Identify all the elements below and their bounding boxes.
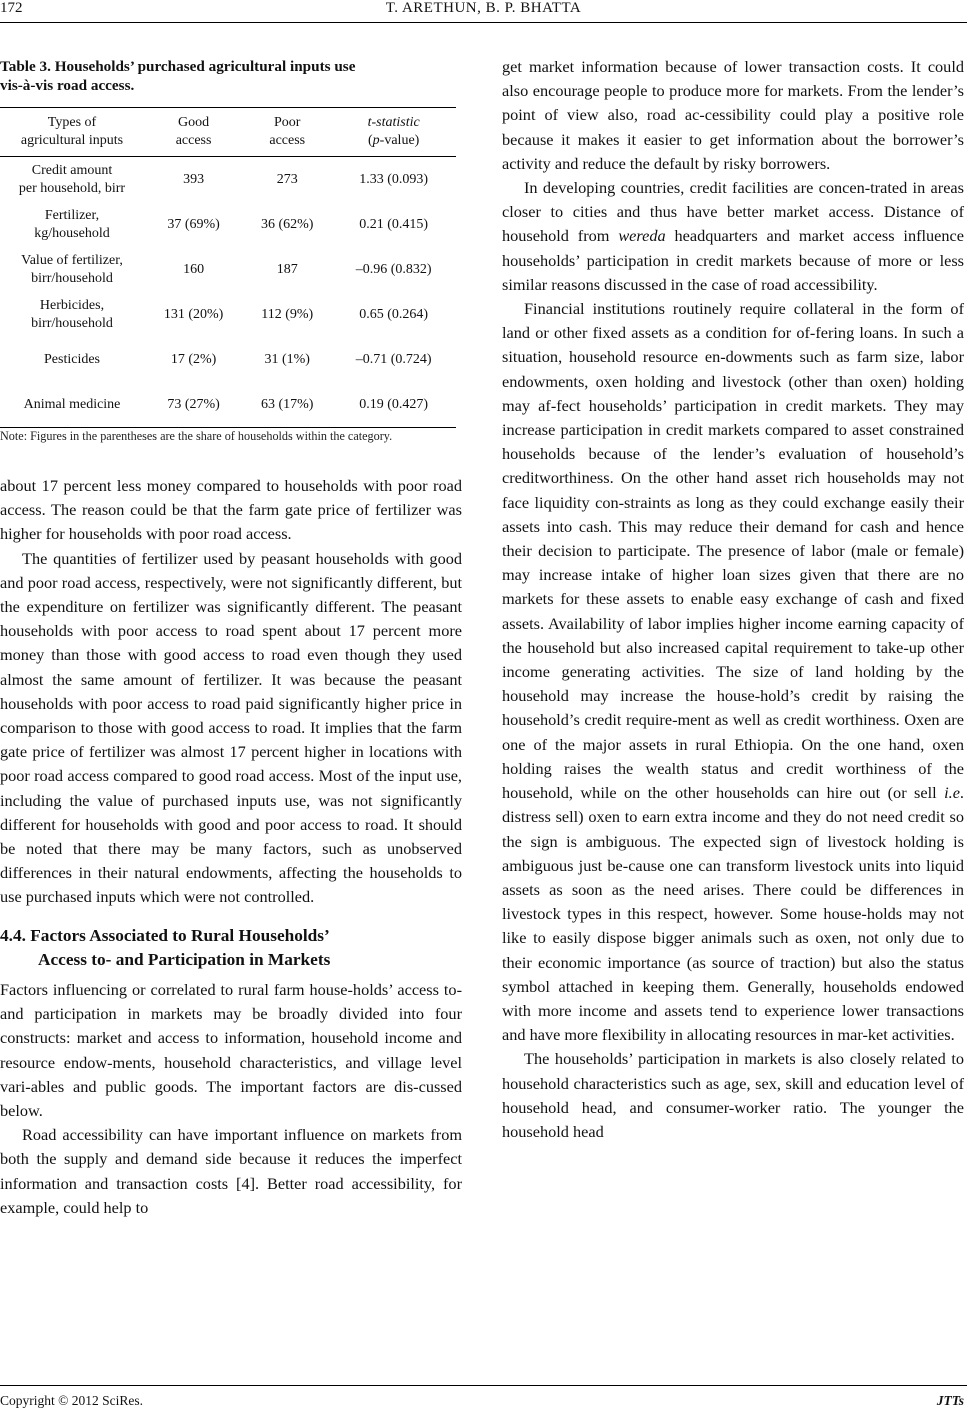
- header-good-access: [144, 108, 243, 157]
- type-cell: [0, 292, 144, 337]
- body-paragraph: The households’ participation in markets is also closely related to household characteristics such as age, sex, skill and education level of household head, and consumer-worker ratio. The younger the household head: [502, 1049, 964, 1141]
- section-heading: [0, 924, 462, 972]
- good-cell: 393: [183, 171, 205, 187]
- type-cell: [0, 157, 144, 203]
- poor-cell: 36 (62%): [260, 216, 314, 232]
- copyright: Copyright © 2012 SciRes.: [0, 1393, 144, 1408]
- good-cell: 131 (20%): [163, 306, 224, 322]
- header-rule: [0, 22, 967, 23]
- cell-text: birr/household: [31, 315, 113, 331]
- left-column: [0, 55, 462, 1220]
- text-run: Financial institutions routinely require collateral in the form of land or other fixed assets as a condition for of-fering loans. In such a situation, household resource en-dowments such as farm size, labor endowments, oxen holding and livestock (other than oxen) holding may af-fect households’ participation in credit markets. They may increase participation in credit markets compared to asset constrained households because of the lender’s evaluation of household’s creditworthiness. On the other hand asset rich households may not face liquidity con-straints as long as they could exchange easily their assets into cash. This may reduce their demand for cash and hence their decision to participate. The presence of labor (male or female) may increase intake of higher loan sizes given that there are no markets for these assets to enable easy exchange of cash and fixed assets. Availability of labor implies higher income earning capacity of the household but also increased capital requirement to take-up other income generating activities. The size of land holding by the household may increase the house-hold’s credit by raising the household’s credit require-ment as well as credit worthiness. Oxen are one of the major assets in rural Ethiopia. On the one hand, oxen holding raises the wealth status and credit worthiness of the household, while on the other households can hire out (or sell: [502, 299, 964, 803]
- poor-cell: 273: [276, 171, 298, 187]
- body-paragraph: Road accessibility can have important influence on markets from both the supply and demand side because it reduces the imperfect information and transaction costs [4]. Better road accessibility, for example, could help to: [0, 1125, 462, 1217]
- text-run: In developing countries, credit facilities are concen-trated in areas closer to cities and thus have better market access. Distance of household from: [502, 178, 964, 246]
- poor-cell: 63 (17%): [260, 396, 314, 412]
- table-row: [0, 337, 456, 382]
- header-poor-access: [243, 108, 331, 157]
- header-text: access: [269, 133, 306, 148]
- header-text: t-statistic: [367, 115, 420, 130]
- good-cell: 73 (27%): [167, 396, 220, 412]
- good-cell: 160: [183, 261, 205, 277]
- header-types: [0, 108, 144, 157]
- cell-text: Animal medicine: [23, 396, 121, 412]
- running-head: T. ARETHUN, B. P. BHATTA: [385, 0, 582, 16]
- cell-text: per household, birr: [18, 180, 126, 196]
- table-row: [0, 292, 456, 337]
- header-text: Good: [178, 115, 210, 130]
- header-text: Poor: [274, 115, 301, 130]
- good-cell: 37 (69%): [167, 216, 220, 232]
- cell-text: Herbicides,: [39, 297, 105, 313]
- t-cell: 0.21 (0.415): [359, 216, 429, 232]
- table-caption-line-2: vis-à-vis road access.: [0, 77, 135, 94]
- input-use-table: [0, 107, 456, 428]
- poor-cell: 187: [276, 261, 298, 277]
- poor-cell: 112 (9%): [261, 306, 314, 322]
- t-cell: 0.65 (0.264): [359, 306, 429, 322]
- table-row: [0, 157, 456, 203]
- table-header-row: [0, 108, 456, 157]
- poor-cell: 31 (1%): [264, 351, 310, 367]
- header-text: access: [175, 133, 212, 148]
- page-number: 172: [0, 0, 23, 16]
- right-column: [502, 55, 964, 1144]
- type-cell: [0, 382, 144, 428]
- table-caption: [0, 55, 462, 95]
- body-paragraph: Factors influencing or correlated to rural farm house-holds’ access to- and participation in markets may be broadly divided into four constructs: market and access to information, household income and resource endow-ments, household characteristics, and village level vari-ables and public goods. The important factors are dis-cussed below.: [0, 980, 462, 1121]
- text-run: headquarters and market access influence households’ participation in credit markets because of more or less similar reasons discussed in the case of road accessibility.: [502, 226, 964, 294]
- body-paragraph: [502, 297, 964, 1047]
- header-t-statistic: [331, 108, 456, 157]
- italic-term: wereda: [618, 226, 666, 246]
- type-cell: [0, 247, 144, 292]
- italic-term: i.e: [944, 783, 960, 803]
- cell-text: Credit amount: [31, 162, 113, 178]
- type-cell: [0, 337, 144, 382]
- table-caption-line-1: Table 3. Households’ purchased agricultural inputs use: [0, 58, 356, 75]
- cell-text: Pesticides: [44, 351, 100, 367]
- t-cell: 0.19 (0.427): [359, 396, 429, 412]
- cell-text: kg/household: [34, 225, 110, 241]
- t-cell: –0.71 (0.724): [355, 351, 432, 367]
- table-row: [0, 247, 456, 292]
- cell-text: Fertilizer,: [44, 207, 100, 223]
- body-paragraph: about 17 percent less money compared to households with poor road access. The reason could be that the farm gate price of fertilizer was higher for households with poor road access.: [0, 476, 462, 544]
- header-text: agricultural inputs: [20, 133, 124, 148]
- footer-rule: [0, 1385, 967, 1386]
- cell-text: birr/household: [31, 270, 113, 286]
- section-heading-line-1: 4.4. Factors Associated to Rural Households’: [0, 925, 330, 945]
- body-paragraph: get market information because of lower transaction costs. It could also encourage people to produce more for markets. From the lender’s point of view also, road ac-cessibility could play a positive role because it makes it easier to get information about the borrower’s activity and reduce the default by risky borrowers.: [502, 57, 964, 173]
- body-paragraph: [502, 176, 964, 297]
- section-heading-line-2: Access to- and Participation in Markets: [38, 949, 331, 969]
- table-note: Note: Figures in the parentheses are the share of households within the category.: [0, 429, 393, 443]
- journal-name: JTTs: [936, 1393, 964, 1408]
- text-run: . distress sell) oxen to earn extra income and they do not need credit so the sign is ambiguous. The expected sign of livestock holding is ambiguous just be-cause one can transform livestock units into liquid assets as soon as the need arises. There could be differences in livestock types in this respect, however. Some house-holds may not like to easily dispose bigger animals such as oxen, not only due to their economic importance (as source of traction) but also the status symbol attached in keeping them. Generally, households endowed with more income and assets tend to experience lower transactions and have more flexibility in allocating resources in mar-ket activities.: [502, 783, 964, 1045]
- cell-text: Value of fertilizer,: [21, 252, 123, 268]
- table-row: [0, 202, 456, 247]
- body-paragraph: The quantities of fertilizer used by peasant households with good and poor road access, respectively, were not significantly different, but the expenditure on fertilizer was significantly different. The peasant households with poor access to road spent about 17 percent more money than those with good access to road even though they used almost the same amount of fertilizer. It was because the peasant households with poor access to road paid significantly higher price in comparison to those with good access to road. It implies that the farm gate price of fertilizer was almost 17 percent higher in locations with poor road access compared to good road access. Most of the input use, including the value of purchased inputs use, was not significantly different for households with good and poor access to road. It should be noted that there may be many factors, such as unobserved differences in their natural endowments, affecting the households to use purchased inputs which were not controlled.: [0, 548, 462, 907]
- good-cell: 17 (2%): [170, 351, 217, 367]
- type-cell: [0, 202, 144, 247]
- t-cell: –0.96 (0.832): [355, 261, 432, 277]
- header-text: Types of: [47, 115, 97, 130]
- header-text: (p-value): [368, 133, 420, 148]
- table-row: [0, 382, 456, 428]
- t-cell: 1.33 (0.093): [359, 171, 429, 187]
